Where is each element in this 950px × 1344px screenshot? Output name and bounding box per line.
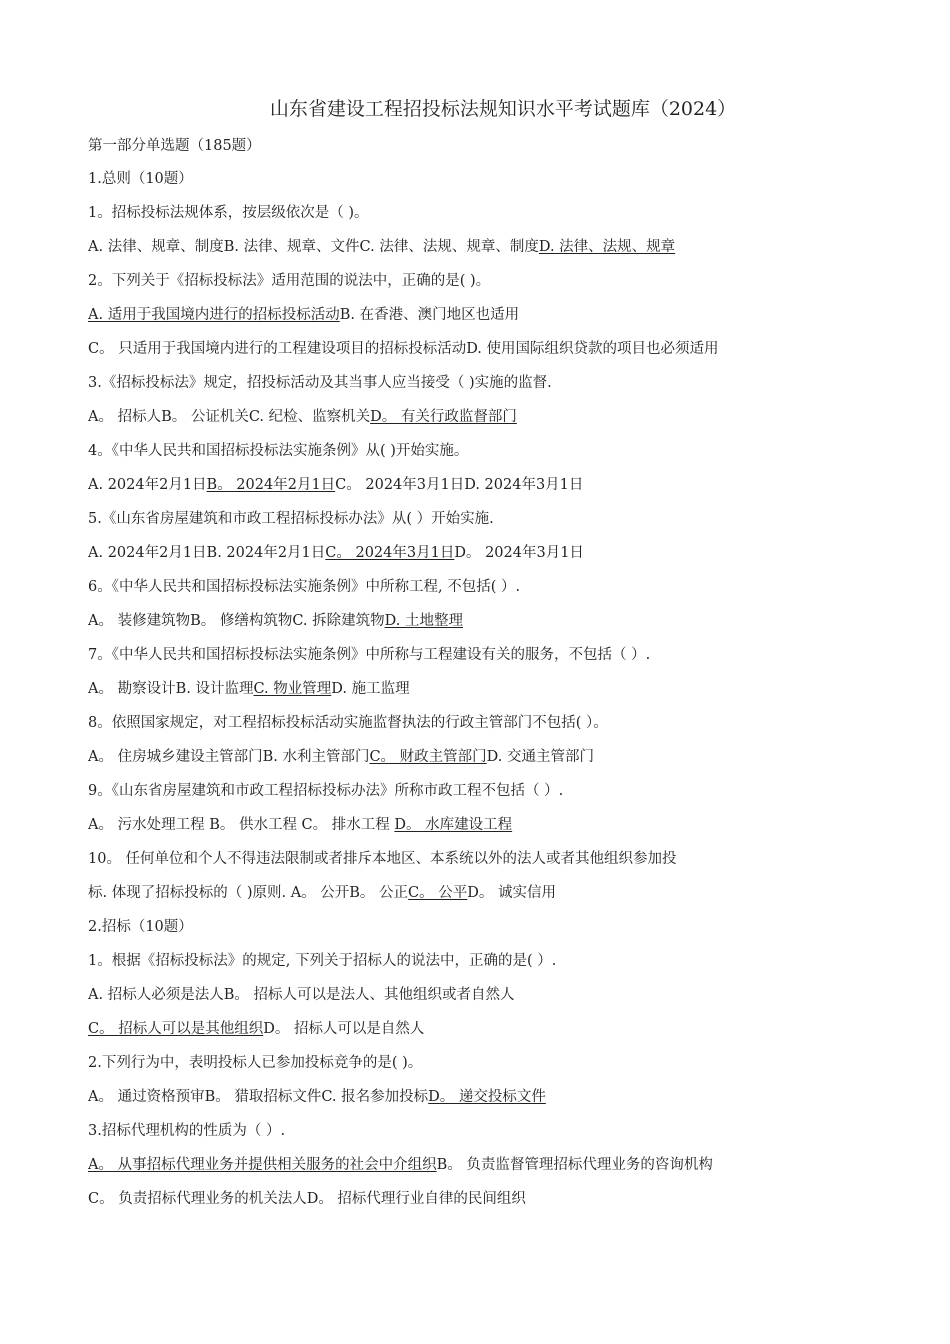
question-2-2: 2.下列行为中，表明投标人已参加投标竞争的是( )。 (88, 1055, 423, 1071)
option-text: A。 勘察设计B. 设计监理 (88, 681, 254, 697)
question-1-9: 9。《山东省房屋建筑和市政工程招标投标办法》所称市政工程不包括（ ）. (88, 783, 564, 799)
question-1-4: 4。《中华人民共和国招标投标法实施条例》从( )开始实施。 (88, 443, 469, 459)
options-2-3-ab (88, 1155, 890, 1189)
answer-option: C。 2024年3月1日 (325, 545, 455, 561)
option-text: D。 诚实信用 (467, 885, 556, 901)
options-1-10 (88, 883, 890, 917)
answer-option: A。 从事招标代理业务并提供相关服务的社会中介组织 (88, 1157, 437, 1173)
options-1-8 (88, 747, 890, 781)
answer-option: D. 土地整理 (384, 613, 463, 629)
question-2-3: 3.招标代理机构的性质为（ ）. (88, 1123, 286, 1139)
options-1-9 (88, 815, 890, 849)
option-text: 标. 体现了招标投标的（ )原则. A。 公开B。 公正 (88, 885, 409, 901)
options-1-4 (88, 475, 890, 509)
question-1-8: 8。依照国家规定，对工程招标投标活动实施监督执法的行政主管部门不包括( ）。 (88, 715, 608, 731)
option-text: D。 2024年3月1日 (454, 545, 584, 561)
answer-option: C。 公平 (408, 885, 468, 901)
option-text: A。 通过资格预审B。 猎取招标文件C. 报名参加投标 (88, 1089, 429, 1105)
question-1-6: 6。《中华人民共和国招标投标法实施条例》中所称工程, 不包括( ）. (88, 579, 521, 595)
options-2-1-ab: A. 招标人必须是法人B。 招标人可以是法人、其他组织或者自然人 (88, 987, 515, 1003)
question-1-1: 1。招标投标法规体系，按层级依次是（ )。 (88, 205, 369, 221)
question-1-10: 10。 任何单位和个人不得违法限制或者排斥本地区、本系统以外的法人或者其他组织参加投 (88, 851, 677, 867)
options-2-2 (88, 1087, 890, 1121)
option-text: A. 2024年2月1日B. 2024年2月1日 (88, 545, 326, 561)
option-text: D. 交通主管部门 (486, 749, 594, 765)
question-1-3: 3.《招标投标法》规定，招投标活动及其当事人应当接受（ )实施的监督. (88, 375, 552, 391)
options-1-5 (88, 543, 890, 577)
answer-option: A. 适用于我国境内进行的招标投标活动 (88, 307, 340, 323)
question-1-2: 2。下列关于《招标投标法》适用范围的说法中，正确的是( )。 (88, 273, 491, 289)
option-text: A. 法律、规章、制度B. 法律、规章、文件C. 法律、法规、规章、制度 (88, 239, 539, 255)
options-1-6 (88, 611, 890, 645)
part-heading: 第一部分单选题（185题） (88, 138, 261, 154)
section-heading-tendering: 2.招标（10题） (88, 919, 193, 935)
question-2-1: 1。根据《招标投标法》的规定, 下列关于招标人的说法中，正确的是( ）. (88, 953, 557, 969)
options-1-3 (88, 407, 890, 441)
option-text: A。 住房城乡建设主管部门B. 水利主管部门 (88, 749, 370, 765)
section-heading-general: 1.总则（10题） (88, 171, 193, 187)
option-text: A。 污水处理工程 B。 供水工程 C。 排水工程 (88, 817, 395, 833)
answer-option: D。 递交投标文件 (428, 1089, 546, 1105)
option-text: D. 施工监理 (331, 681, 410, 697)
options-2-1-cd (88, 1019, 890, 1053)
options-1-2-cd: C。 只适用于我国境内进行的工程建设项目的招标投标活动D. 使用国际组织贷款的项目也必须适用 (88, 341, 719, 357)
question-1-5: 5.《山东省房屋建筑和市政工程招标投标办法》从( ）开始实施. (88, 511, 494, 527)
options-1-7 (88, 679, 890, 713)
options-1-1 (88, 237, 890, 271)
document-title: 山东省建设工程招投标法规知识水平考试题库（2024） (269, 98, 737, 120)
option-text: B。 负责监督管理招标代理业务的咨询机构 (436, 1157, 713, 1173)
options-2-3-cd: C。 负责招标代理业务的机关法人D。 招标代理行业自律的民间组织 (88, 1191, 526, 1207)
answer-option: D。 有关行政监督部门 (370, 409, 517, 425)
option-text: B. 在香港、澳门地区也适用 (339, 307, 520, 323)
options-1-2-ab (88, 305, 890, 339)
answer-option: D。 水库建设工程 (394, 817, 513, 833)
option-text: A. 2024年2月1日 (88, 477, 207, 493)
option-text: C。 2024年3月1日D. 2024年3月1日 (335, 477, 584, 493)
option-text: A。 招标人B。 公证机关C. 纪检、监察机关 (88, 409, 371, 425)
option-text: A。 装修建筑物B。 修缮构筑物C. 拆除建筑物 (88, 613, 385, 629)
answer-option: C. 物业管理 (253, 681, 332, 697)
answer-option: C。 招标人可以是其他组织 (88, 1021, 264, 1037)
answer-option: B。 2024年2月1日 (206, 477, 336, 493)
question-1-7: 7。《中华人民共和国招标投标法实施条例》中所称与工程建设有关的服务，不包括（ ）. (88, 647, 651, 663)
answer-option: C。 财政主管部门 (369, 749, 487, 765)
option-text: D。 招标人可以是自然人 (263, 1021, 425, 1037)
answer-option: D. 法律、法规、规章 (538, 239, 676, 255)
